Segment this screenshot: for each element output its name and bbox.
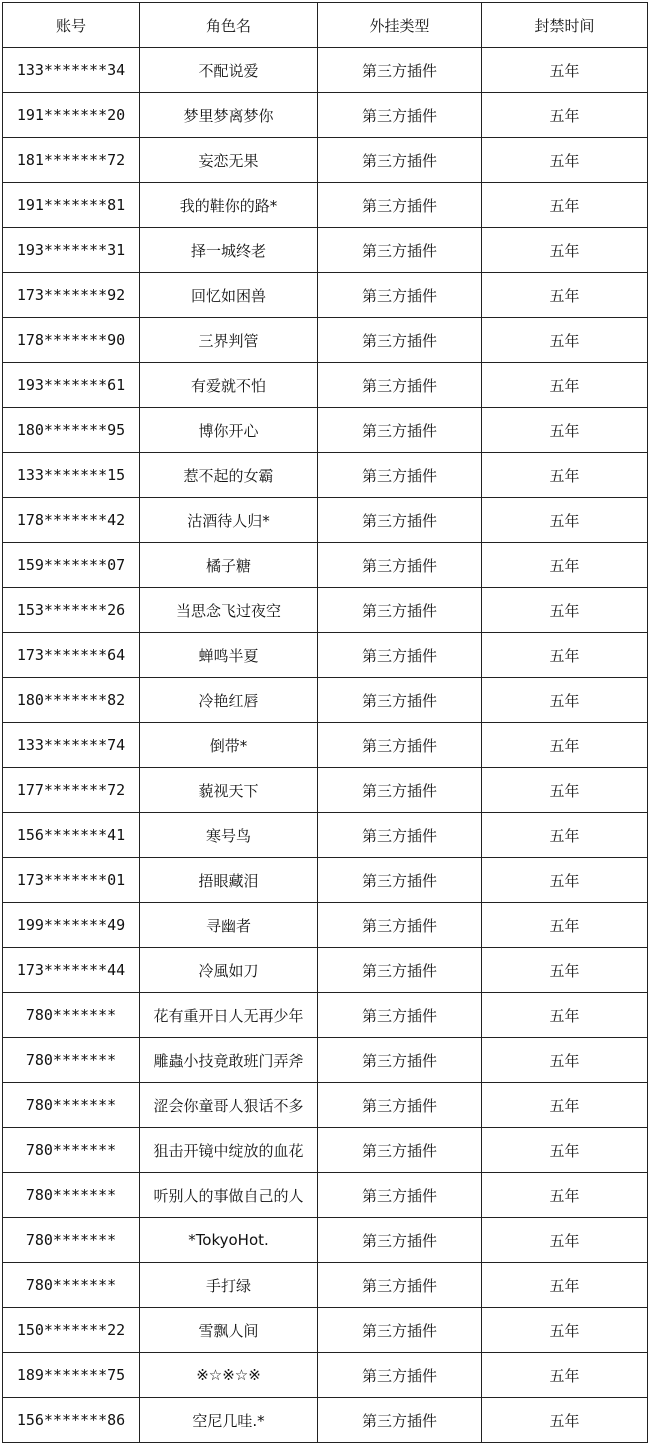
cheat-type-cell: 第三方插件 [318,678,482,723]
account-cell: 178*******42 [3,498,140,543]
ban-time-cell: 五年 [482,408,648,453]
account-cell: 133*******15 [3,453,140,498]
table-row [3,138,648,183]
ban-time-cell: 五年 [482,588,648,633]
account-cell: 177*******72 [3,768,140,813]
ban-time-cell: 五年 [482,678,648,723]
header-cheat-type: 外挂类型 [318,3,482,48]
ban-time-cell: 五年 [482,363,648,408]
ban-time-cell: 五年 [482,1038,648,1083]
cheat-type-cell: 第三方插件 [318,183,482,228]
cheat-type-cell: 第三方插件 [318,498,482,543]
ban-time-cell: 五年 [482,768,648,813]
table-row [3,1083,648,1128]
ban-time-cell: 五年 [482,1263,648,1308]
table-row [3,723,648,768]
role-name-cell: 妄恋无果 [140,138,318,183]
ban-time-cell: 五年 [482,138,648,183]
cheat-type-cell: 第三方插件 [318,273,482,318]
table-row [3,498,648,543]
role-name-cell: 惹不起的女霸 [140,453,318,498]
ban-time-cell: 五年 [482,993,648,1038]
cheat-type-cell: 第三方插件 [318,138,482,183]
role-name-cell: 博你开心 [140,408,318,453]
table-row [3,1218,648,1263]
account-cell: 780******* [3,1128,140,1173]
role-name-cell: 寻幽者 [140,903,318,948]
ban-time-cell: 五年 [482,318,648,363]
account-cell: 156*******86 [3,1398,140,1443]
ban-time-cell: 五年 [482,273,648,318]
ban-time-cell: 五年 [482,1083,648,1128]
ban-time-cell: 五年 [482,1218,648,1263]
table-row [3,363,648,408]
table-row [3,1128,648,1173]
table-row [3,408,648,453]
account-cell: 180*******95 [3,408,140,453]
cheat-type-cell: 第三方插件 [318,588,482,633]
role-name-cell: 冷風如刀 [140,948,318,993]
role-name-cell: 当思念飞过夜空 [140,588,318,633]
account-cell: 189*******75 [3,1353,140,1398]
table-row [3,993,648,1038]
cheat-type-cell: 第三方插件 [318,228,482,273]
account-cell: 173*******44 [3,948,140,993]
ban-time-cell: 五年 [482,228,648,273]
account-cell: 191*******81 [3,183,140,228]
cheat-type-cell: 第三方插件 [318,1398,482,1443]
ban-time-cell: 五年 [482,48,648,93]
role-name-cell: 空尼几哇.* [140,1398,318,1443]
table-row [3,1263,648,1308]
table-row [3,1353,648,1398]
account-cell: 191*******20 [3,93,140,138]
cheat-type-cell: 第三方插件 [318,93,482,138]
account-cell: 199*******49 [3,903,140,948]
cheat-type-cell: 第三方插件 [318,1308,482,1353]
account-cell: 178*******90 [3,318,140,363]
ban-time-cell: 五年 [482,858,648,903]
ban-time-cell: 五年 [482,1308,648,1353]
cheat-type-cell: 第三方插件 [318,1263,482,1308]
role-name-cell: 听别人的事做自己的人 [140,1173,318,1218]
ban-time-cell: 五年 [482,1353,648,1398]
table-row [3,48,648,93]
role-name-cell: 冷艳红唇 [140,678,318,723]
account-cell: 193*******61 [3,363,140,408]
account-cell: 780******* [3,1173,140,1218]
ban-time-cell: 五年 [482,633,648,678]
cheat-type-cell: 第三方插件 [318,1353,482,1398]
ban-time-cell: 五年 [482,1398,648,1443]
ban-time-cell: 五年 [482,723,648,768]
table-row [3,1308,648,1353]
table-row [3,633,648,678]
cheat-type-cell: 第三方插件 [318,453,482,498]
account-cell: 780******* [3,993,140,1038]
cheat-type-cell: 第三方插件 [318,903,482,948]
account-cell: 173*******92 [3,273,140,318]
role-name-cell: 有爱就不怕 [140,363,318,408]
ban-time-cell: 五年 [482,903,648,948]
role-name-cell: 梦里梦离梦你 [140,93,318,138]
role-name-cell: 择一城终老 [140,228,318,273]
table-row [3,1038,648,1083]
role-name-cell: 不配说爱 [140,48,318,93]
role-name-cell: 狙击开镜中绽放的血花 [140,1128,318,1173]
role-name-cell: 沽酒待人归* [140,498,318,543]
role-name-cell: 回忆如困兽 [140,273,318,318]
account-cell: 780******* [3,1038,140,1083]
ban-time-cell: 五年 [482,543,648,588]
ban-time-cell: 五年 [482,453,648,498]
table-row [3,453,648,498]
ban-time-cell: 五年 [482,498,648,543]
role-name-cell: *TokyoHot. [140,1218,318,1263]
cheat-type-cell: 第三方插件 [318,813,482,858]
account-cell: 193*******31 [3,228,140,273]
role-name-cell: 雕蟲小技竟敢班门弄斧 [140,1038,318,1083]
account-cell: 156*******41 [3,813,140,858]
cheat-type-cell: 第三方插件 [318,768,482,813]
cheat-type-cell: 第三方插件 [318,723,482,768]
table-row [3,318,648,363]
account-cell: 181*******72 [3,138,140,183]
cheat-type-cell: 第三方插件 [318,1038,482,1083]
role-name-cell: 蝉鸣半夏 [140,633,318,678]
cheat-type-cell: 第三方插件 [318,1083,482,1128]
cheat-type-cell: 第三方插件 [318,948,482,993]
table-row [3,1173,648,1218]
table-row [3,543,648,588]
table-header-row [3,3,648,48]
role-name-cell: 捂眼藏泪 [140,858,318,903]
role-name-cell: 橘子糖 [140,543,318,588]
account-cell: 133*******34 [3,48,140,93]
table-row [3,273,648,318]
account-cell: 780******* [3,1083,140,1128]
ban-list-table [2,2,648,1443]
role-name-cell: 我的鞋你的路* [140,183,318,228]
role-name-cell: 手打绿 [140,1263,318,1308]
account-cell: 133*******74 [3,723,140,768]
role-name-cell: 寒号鸟 [140,813,318,858]
account-cell: 150*******22 [3,1308,140,1353]
cheat-type-cell: 第三方插件 [318,1173,482,1218]
role-name-cell: ※☆※☆※ [140,1353,318,1398]
table-row [3,903,648,948]
account-cell: 780******* [3,1218,140,1263]
role-name-cell: 涩会你童哥人狠话不多 [140,1083,318,1128]
header-ban-time: 封禁时间 [482,3,648,48]
table-row [3,588,648,633]
header-role-name: 角色名 [140,3,318,48]
table-row [3,948,648,993]
table-body [3,48,648,1443]
role-name-cell: 花有重开日人无再少年 [140,993,318,1038]
account-cell: 173*******01 [3,858,140,903]
cheat-type-cell: 第三方插件 [318,993,482,1038]
cheat-type-cell: 第三方插件 [318,858,482,903]
table-row [3,768,648,813]
role-name-cell: 雪飘人间 [140,1308,318,1353]
account-cell: 780******* [3,1263,140,1308]
account-cell: 159*******07 [3,543,140,588]
table-row [3,858,648,903]
ban-time-cell: 五年 [482,948,648,993]
cheat-type-cell: 第三方插件 [318,1128,482,1173]
account-cell: 180*******82 [3,678,140,723]
header-account: 账号 [3,3,140,48]
cheat-type-cell: 第三方插件 [318,48,482,93]
cheat-type-cell: 第三方插件 [318,363,482,408]
cheat-type-cell: 第三方插件 [318,318,482,363]
ban-time-cell: 五年 [482,1173,648,1218]
ban-time-cell: 五年 [482,183,648,228]
ban-time-cell: 五年 [482,1128,648,1173]
role-name-cell: 藐视天下 [140,768,318,813]
table-row [3,813,648,858]
table-row [3,93,648,138]
table-row [3,1398,648,1443]
cheat-type-cell: 第三方插件 [318,1218,482,1263]
table-row [3,678,648,723]
role-name-cell: 三界判管 [140,318,318,363]
account-cell: 173*******64 [3,633,140,678]
ban-time-cell: 五年 [482,813,648,858]
table-row [3,228,648,273]
cheat-type-cell: 第三方插件 [318,543,482,588]
cheat-type-cell: 第三方插件 [318,408,482,453]
role-name-cell: 倒带* [140,723,318,768]
table-row [3,183,648,228]
ban-time-cell: 五年 [482,93,648,138]
cheat-type-cell: 第三方插件 [318,633,482,678]
account-cell: 153*******26 [3,588,140,633]
